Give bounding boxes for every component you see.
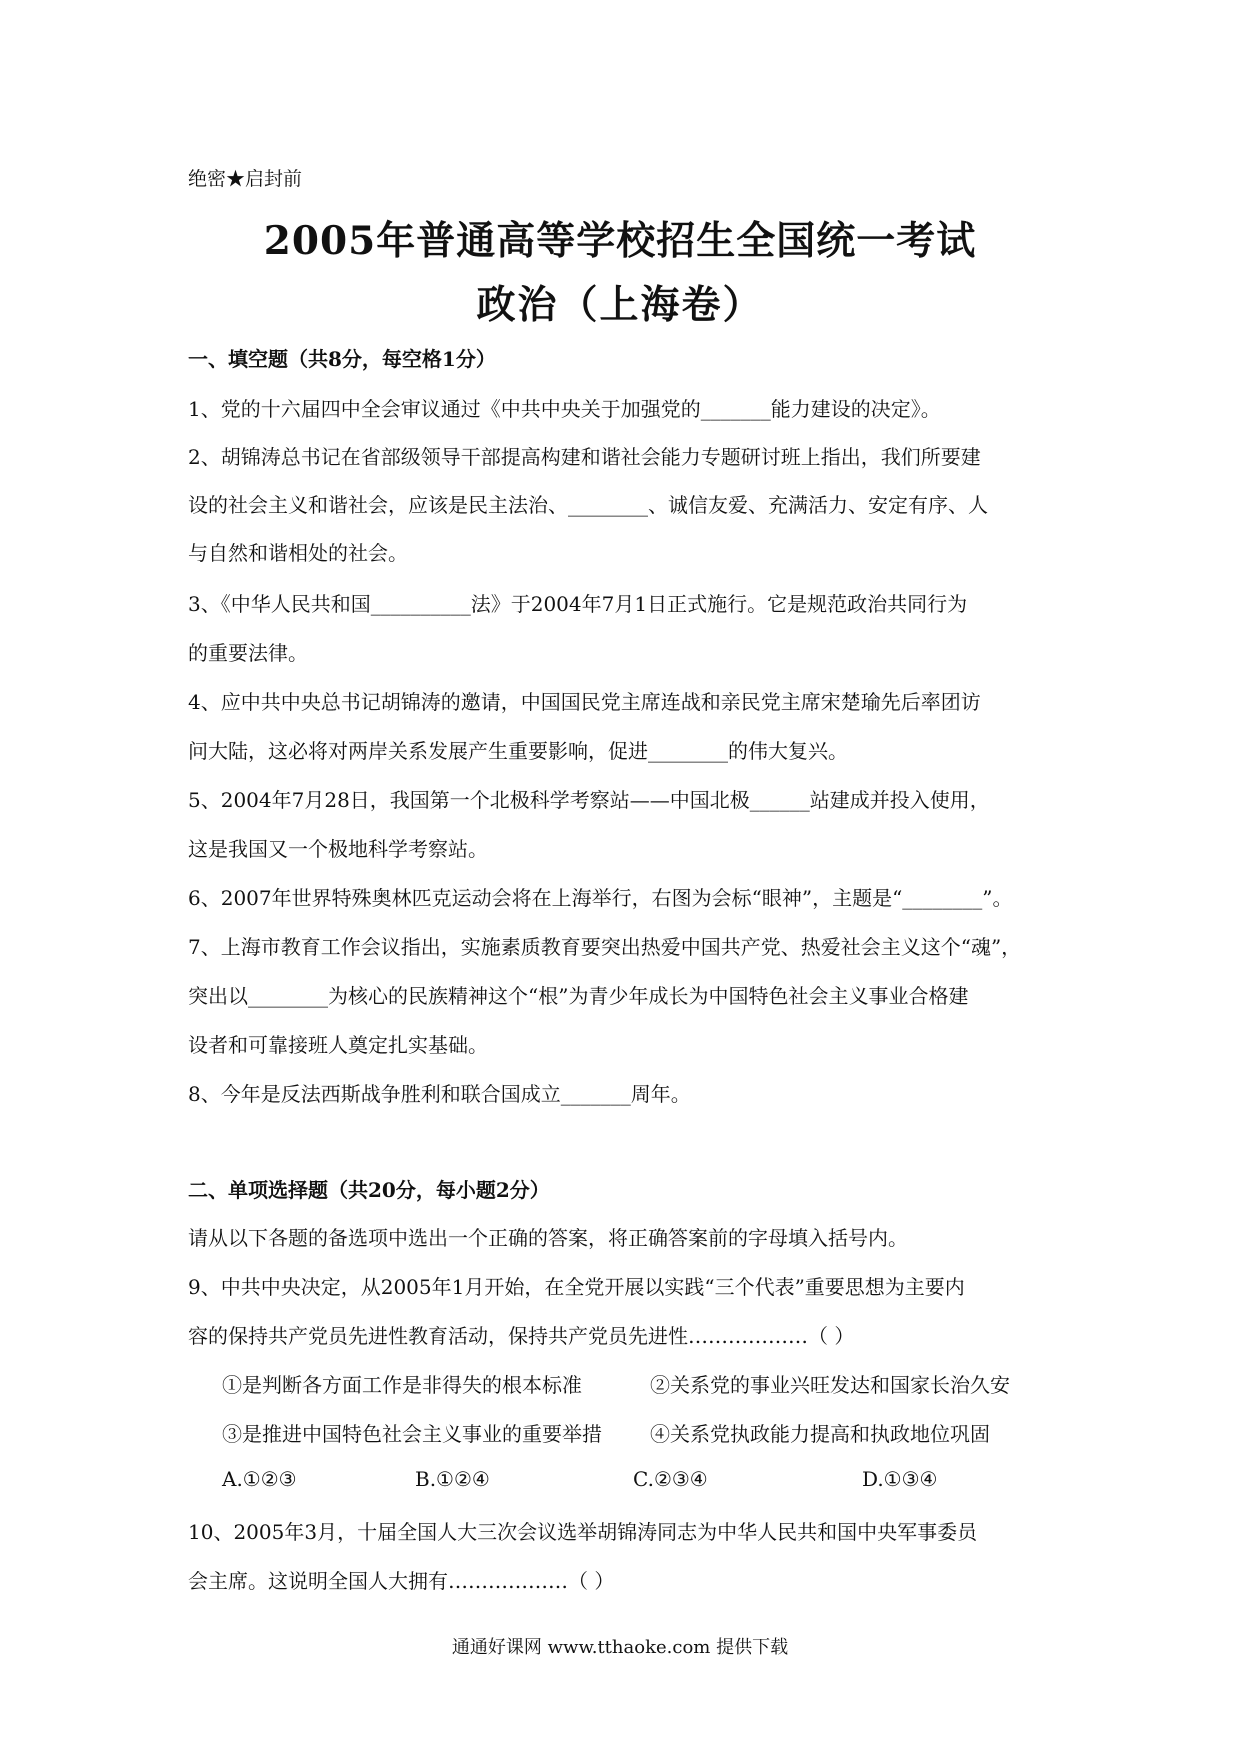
question-line: 8、今年是反法西斯战争胜利和联合国成立_______周年。	[188, 1082, 691, 1106]
section-1-heading: 一、填空题（共8分，每空格1分）	[188, 347, 496, 371]
page-subtitle: 政治（上海卷）	[476, 282, 764, 328]
question-line: 问大陆，这必将对两岸关系发展产生重要影响，促进________的伟大复兴。	[188, 739, 848, 763]
q9-statement-3: ③是推进中国特色社会主义事业的重要举措	[222, 1422, 602, 1446]
q9-option-c: C.②③④	[633, 1467, 708, 1491]
q9-statement-4: ④关系党执政能力提高和执政地位巩固	[650, 1422, 990, 1446]
question-line: 6、2007年世界特殊奥林匹克运动会将在上海举行，右图为会标“眼神”，主题是“________”。	[188, 886, 1013, 910]
question-line: 这是我国又一个极地科学考察站。	[188, 837, 488, 861]
q9-option-b: B.①②④	[415, 1467, 490, 1491]
question-line: 4、应中共中央总书记胡锦涛的邀请，中国国民党主席连战和亲民党主席宋楚瑜先后率团访	[188, 690, 981, 714]
question-line: 5、2004年7月28日，我国第一个北极科学考察站——中国北极______站建成并投入使用，	[188, 788, 990, 812]
question-line: 的重要法律。	[188, 641, 308, 665]
secret-mark: 绝密★启封前	[188, 168, 303, 190]
page-title: 2005年普通高等学校招生全国统一考试	[263, 218, 977, 264]
footer-source: 通通好课网 www.tthaoke.com 提供下载	[451, 1637, 789, 1658]
q9-statement-1: ①是判断各方面工作是非得失的根本标准	[222, 1373, 582, 1397]
question-line: 7、上海市教育工作会议指出，实施素质教育要突出热爱中国共产党、热爱社会主义这个“魂”，	[188, 935, 1022, 959]
section-2-heading: 二、单项选择题（共20分，每小题2分）	[188, 1178, 550, 1202]
question-line: 设的社会主义和谐社会，应该是民主法治、________、诚信友爱、充满活力、安定有序、人	[188, 493, 988, 517]
question-10-line-1: 10、2005年3月，十届全国人大三次会议选举胡锦涛同志为中华人民共和国中央军事委员	[188, 1520, 978, 1544]
question-line: 设者和可靠接班人奠定扎实基础。	[188, 1033, 488, 1057]
question-line: 1、党的十六届四中全会审议通过《中共中央关于加强党的_______能力建设的决定》。	[188, 397, 941, 421]
q9-option-a: A.①②③	[222, 1467, 297, 1491]
question-line: 3、《中华人民共和国__________法》于2004年7月1日正式施行。它是规范政治共同行为	[188, 592, 968, 616]
question-9-line-2: 容的保持共产党员先进性教育活动，保持共产党员先进性………………（ ）	[188, 1324, 855, 1348]
q9-option-d: D.①③④	[862, 1467, 938, 1491]
question-line: 与自然和谐相处的社会。	[188, 541, 408, 565]
section-2-instruction: 请从以下各题的备选项中选出一个正确的答案，将正确答案前的字母填入括号内。	[188, 1226, 908, 1250]
question-10-line-2: 会主席。这说明全国人大拥有………………（ ）	[188, 1569, 615, 1593]
question-line: 突出以________为核心的民族精神这个“根”为青少年成长为中国特色社会主义事业合格建	[188, 984, 969, 1008]
question-line: 2、胡锦涛总书记在省部级领导干部提高构建和谐社会能力专题研讨班上指出，我们所要建	[188, 445, 981, 469]
question-9-line-1: 9、中共中央决定，从2005年1月开始，在全党开展以实践“三个代表”重要思想为主要内	[188, 1275, 965, 1299]
q9-statement-2: ②关系党的事业兴旺发达和国家长治久安	[650, 1373, 1010, 1397]
